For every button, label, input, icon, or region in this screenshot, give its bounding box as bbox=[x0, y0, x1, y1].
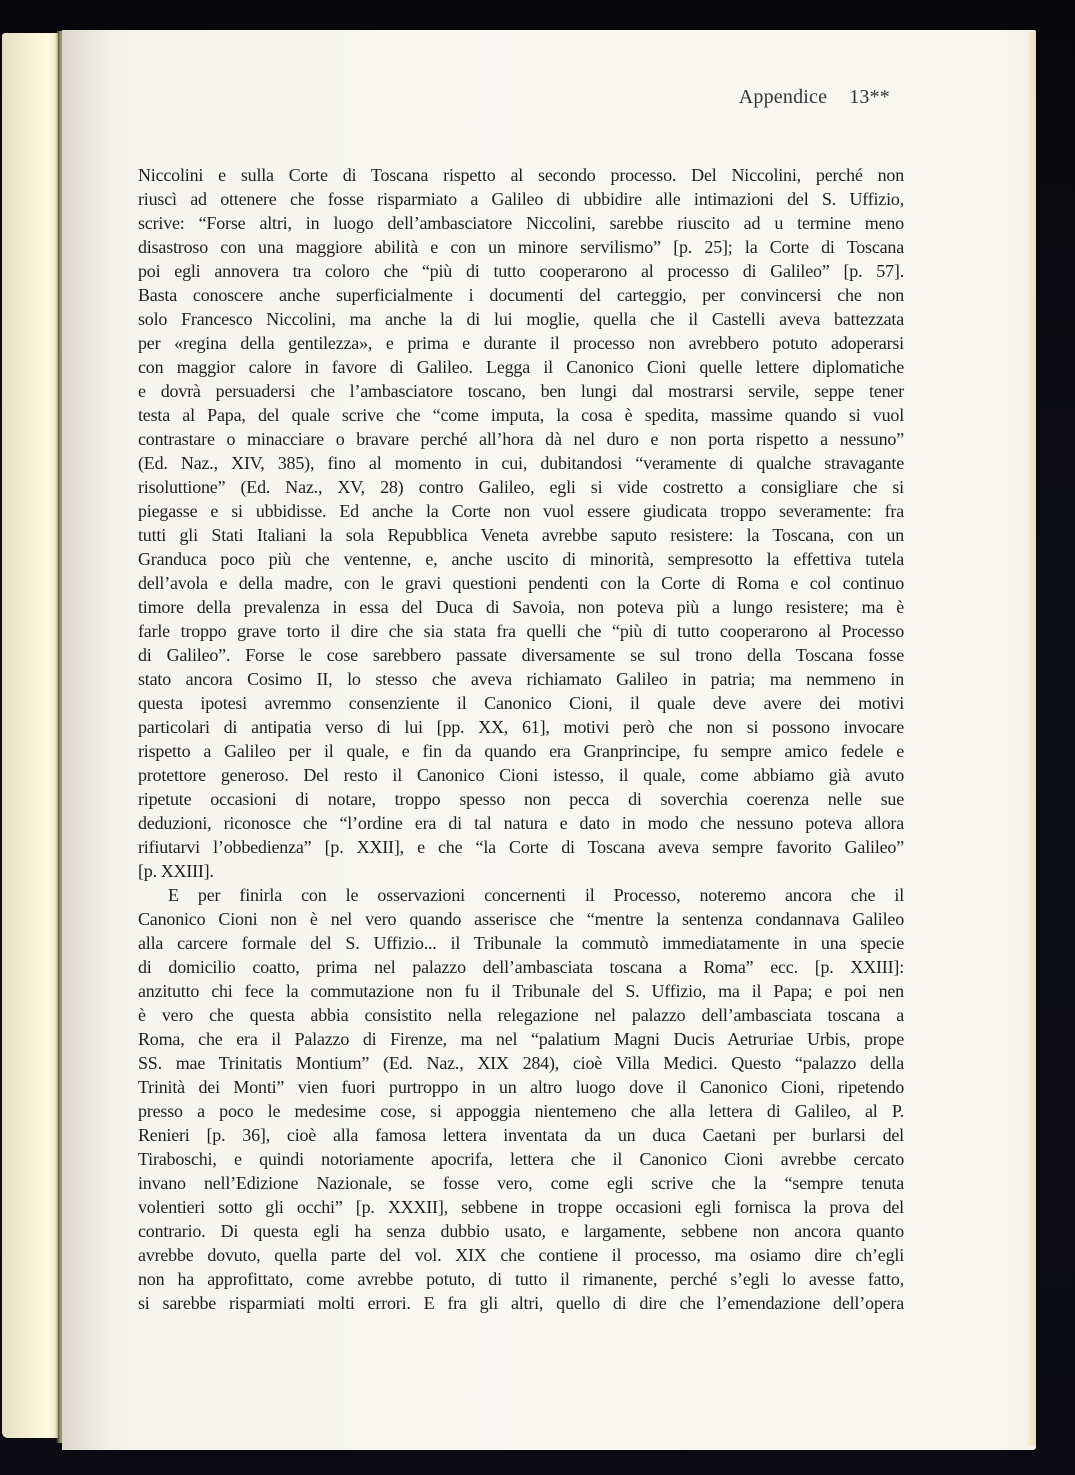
text-line: volentieri sotto gli occhi” [p. XXXII], sebbene in troppe occasioni egli fornisca la prova del bbox=[138, 1197, 904, 1217]
running-head-title: Appendice bbox=[738, 86, 828, 108]
text-line: contrastare o minacciare o bravare perché all’hora dà nel duro e non porta rispetto a nessuno” bbox=[138, 429, 904, 449]
text-line: invano nell’Edizione Nazionale, se fosse vero, come egli scrive che la “sempre tenuta bbox=[138, 1173, 904, 1193]
text-line: dell’avola e della madre, con le gravi questioni pendenti con la Corte di Roma e col continuo bbox=[138, 573, 904, 593]
text-line: rifiutarvi l’obbedienza” [p. XXII], e che “la Corte di Toscana aveva sempre favorito Galileo” bbox=[138, 837, 904, 857]
text-line: SS. mae Trinitatis Montium” (Ed. Naz., XIX 284), cioè Villa Medici. Questo “palazzo della bbox=[138, 1053, 904, 1073]
text-line: deduzioni, riconosce che “l’ordine era di tal natura e dato in modo che nessuno poteva allora bbox=[138, 813, 904, 833]
page-number: 13** bbox=[849, 86, 890, 108]
text-line: farle troppo grave torto il dire che sia stata fra quelli che “più di tutto cooperarono al Processo bbox=[138, 621, 904, 641]
text-block bbox=[138, 163, 904, 1315]
text-line: E per finirla con le osservazioni concernenti il Processo, noteremo ancora che il bbox=[168, 885, 904, 905]
text-line: ripetute occasioni di notare, troppo spesso non pecca di soverchia coerenza nelle sue bbox=[138, 789, 904, 809]
text-line: non ha approfittato, come avrebbe potuto, di tutto il rimanente, perché s’egli lo avesse fatto, bbox=[138, 1269, 904, 1289]
text-line: di Galileo”. Forse le cose sarebbero passate diversamente se sul trono della Toscana fosse bbox=[138, 645, 904, 665]
text-line: scrive: “Forse altri, in luogo dell’ambasciatore Niccolini, sarebbe riuscito ad u termine meno bbox=[138, 213, 904, 233]
text-line: e dovrà persuadersi che l’ambasciatore toscano, ben lungi dal mostrarsi servile, seppe tener bbox=[138, 381, 904, 401]
text-line: protettore generoso. Del resto il Canonico Cioni istesso, il quale, come abbiamo già avuto bbox=[138, 765, 904, 785]
text-line: per «regina della gentilezza», e prima e durante il processo non avrebbero potuto adoperarsi bbox=[138, 333, 904, 353]
paragraph bbox=[138, 883, 904, 1315]
text-line: contrario. Di questa egli ha senza dubbio usato, e largamente, sebbene non ancora quanto bbox=[138, 1221, 904, 1241]
text-line: Basta conoscere anche superficialmente i documenti del carteggio, per convincersi che non bbox=[138, 285, 904, 305]
text-line: testa al Papa, del quale scrive che “come imputa, la cosa è spedita, massime quando si vuol bbox=[138, 405, 904, 425]
page-fore-edge bbox=[1026, 32, 1036, 1446]
text-line: timore della prevalenza in essa del Duca di Savoia, non poteva più a lungo resistere; ma è bbox=[138, 597, 904, 617]
text-line: Roma, che era il Palazzo di Firenze, ma nel “palatium Magni Ducis Aetruriae Urbis, prope bbox=[138, 1029, 904, 1049]
facing-page-edge bbox=[2, 33, 58, 1438]
text-line: di domicilio coatto, prima nel palazzo dell’ambasciata toscana a Roma” ecc. [p. XXIII]: bbox=[138, 957, 904, 977]
text-line: [p. XXIII]. bbox=[138, 861, 214, 881]
text-line: rispetto a Galileo per il quale, e fin da quando era Granprincipe, fu sempre amico fedele e bbox=[138, 741, 904, 761]
text-line: Trinità dei Monti” vien fuori purtroppo in un altro luogo dove il Canonico Cioni, ripetendo bbox=[138, 1077, 904, 1097]
text-line: riuscì ad ottenere che fosse risparmiato a Galileo di ubbidire alle intimazioni del S. Uffizio, bbox=[138, 189, 904, 209]
text-line: Niccolini e sulla Corte di Toscana rispetto al secondo processo. Del Niccolini, perché non bbox=[138, 165, 904, 185]
text-line: stato ancora Cosimo II, lo stesso che aveva richiamato Galileo in patria; ma nemmeno in bbox=[138, 669, 904, 689]
text-line: Canonico Cioni non è nel vero quando asserisce che “mentre la sentenza condannava Galileo bbox=[138, 909, 904, 929]
text-line: solo Francesco Niccolini, ma anche la di lui moglie, quella che il Castelli aveva battezzata bbox=[138, 309, 904, 329]
text-line: tutti gli Stati Italiani la sola Repubblica Veneta avrebbe saputo resistere: la Toscana, con un bbox=[138, 525, 904, 545]
text-line: questa ipotesi avremmo consenziente il Canonico Cioni, il quale deve avere dei motivi bbox=[138, 693, 904, 713]
text-line: Granduca poco più che ventenne, e, anche uscito di minorità, sempresotto la effettiva tutela bbox=[138, 549, 904, 569]
text-line: disastroso con una maggiore abilità e con un minore servilismo” [p. 25]; la Corte di Toscana bbox=[138, 237, 904, 257]
text-line: anzitutto chi fece la commutazione non fu il Tribunale del S. Uffizio, ma il Papa; e poi nen bbox=[138, 981, 904, 1001]
text-line: poi egli annovera tra coloro che “più di tutto cooperarono al processo di Galileo” [p. 57]. bbox=[138, 261, 904, 281]
text-line: particolari di antipatia verso di lui [pp. XX, 61], motivi però che non si possono invocare bbox=[138, 717, 904, 737]
text-line: alla carcere formale del S. Uffizio... il Tribunale la commutò immediatamente in una specie bbox=[138, 933, 904, 953]
running-head bbox=[739, 86, 890, 109]
text-line: presso a poco le medesime cose, si appoggia nientemeno che alla lettera di Galileo, al P. bbox=[138, 1101, 904, 1121]
text-line: piegasse e si ubbidisse. Ed anche la Corte non vuol essere giudicata troppo severamente: fra bbox=[138, 501, 904, 521]
text-line: si sarebbe risparmiati molti errori. E fra gli altri, quello di dire che l’emendazione dell’opera bbox=[138, 1293, 904, 1313]
text-line: Tiraboschi, e quindi notoriamente apocrifa, lettera che il Canonico Cioni avrebbe cercato bbox=[138, 1149, 904, 1169]
text-line: (Ed. Naz., XIV, 385), fino al momento in cui, dubitandosi “veramente di qualche stravagante bbox=[138, 453, 904, 473]
text-line: è vero che questa abbia consistito nella relegazione nel palazzo dell’ambasciata toscana a bbox=[138, 1005, 904, 1025]
text-line: risoluttione” (Ed. Naz., XV, 28) contro Galileo, egli si vide costretto a consigliare che si bbox=[138, 477, 904, 497]
text-line: con maggior calore in favore di Galileo. Legga il Canonico Cioni quelle lettere diplomatiche bbox=[138, 357, 904, 377]
text-line: Renieri [p. 36], cioè alla famosa lettera inventata da un duca Caetani per burlarsi del bbox=[138, 1125, 904, 1145]
paragraph bbox=[138, 163, 904, 883]
text-line: avrebbe dovuto, quella parte del vol. XIX che contiene il processo, ma osiamo dire ch’egli bbox=[138, 1245, 904, 1265]
